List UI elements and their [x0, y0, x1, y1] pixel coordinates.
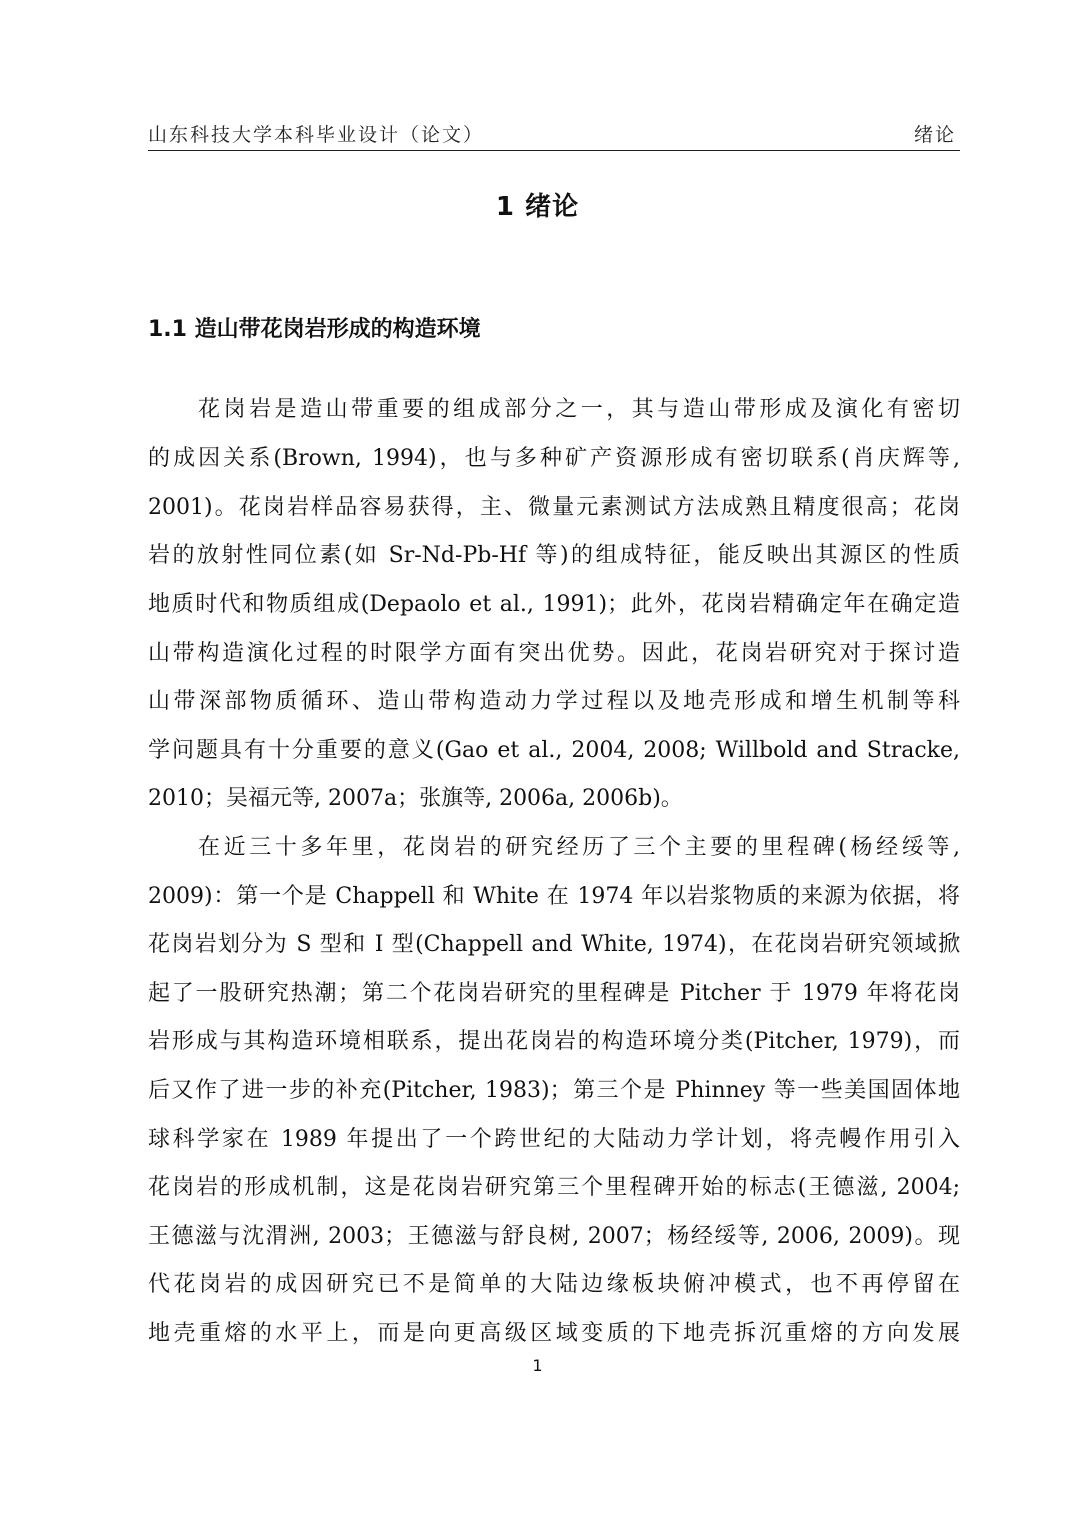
- running-header: [148, 118, 960, 151]
- chapter-title: 1 绪论: [495, 192, 580, 222]
- page-number: 1: [532, 1356, 543, 1375]
- paragraph-1-line: 2001)。花岗岩样品容易获得，主、微量元素测试方法成熟且精度很高；花岗: [148, 495, 960, 520]
- paragraph-1-line: 的成因关系(Brown, 1994)，也与多种矿产资源形成有密切联系(肖庆辉等,: [148, 446, 960, 471]
- paragraph-2-line: 后又作了进一步的补充(Pitcher, 1983)；第三个是 Phinney 等一些美国固体地: [148, 1078, 960, 1103]
- paragraph-2-line: 花岗岩的形成机制，这是花岗岩研究第三个里程碑开始的标志(王德滋, 2004;: [148, 1175, 960, 1200]
- paragraph-2-line: 在近三十多年里，花岗岩的研究经历了三个主要的里程碑(杨经绥等,: [198, 835, 960, 860]
- paragraph-2-line: 代花岗岩的成因研究已不是简单的大陆边缘板块俯冲模式，也不再停留在: [148, 1272, 960, 1297]
- paragraph-2-line: 起了一股研究热潮；第二个花岗岩研究的里程碑是 Pitcher 于 1979 年将花岗: [148, 981, 960, 1006]
- paragraph-2-line: 王德滋与沈渭洲, 2003；王德滋与舒良树, 2007；杨经绥等, 2006, 2009)。现: [148, 1224, 960, 1249]
- paragraph-2-line: 岩形成与其构造环境相联系，提出花岗岩的构造环境分类(Pitcher, 1979)，而: [148, 1029, 960, 1054]
- section-title: 1.1 造山带花岗岩形成的构造环境: [148, 317, 481, 342]
- paragraph-2-line: 地壳重熔的水平上，而是向更高级区域变质的下地壳拆沉重熔的方向发展: [148, 1321, 960, 1346]
- header-university-title: 山东科技大学本科毕业设计（论文）: [148, 124, 485, 146]
- paragraph-1-line: 学问题具有十分重要的意义(Gao et al., 2004, 2008; Willbold and Stracke,: [148, 738, 960, 763]
- paragraph-1-line: 山带构造演化过程的时限学方面有突出优势。因此，花岗岩研究对于探讨造: [148, 641, 960, 666]
- header-chapter-name: 绪论: [913, 124, 956, 146]
- paragraph-1-line: 花岗岩是造山带重要的组成部分之一，其与造山带形成及演化有密切: [198, 397, 960, 422]
- paragraph-1-line: 2010；吴福元等, 2007a；张旗等, 2006a, 2006b)。: [148, 786, 683, 811]
- paragraph-1-line: 岩的放射性同位素(如 Sr-Nd-Pb-Hf 等)的组成特征，能反映出其源区的性质: [148, 543, 960, 568]
- paragraph-1-line: 山带深部物质循环、造山带构造动力学过程以及地壳形成和增生机制等科: [148, 689, 960, 714]
- paragraph-1-line: 地质时代和物质组成(Depaolo et al., 1991)；此外，花岗岩精确定年在确定造: [148, 592, 960, 617]
- paragraph-2-line: 花岗岩划分为 S 型和 I 型(Chappell and White, 1974)，在花岗岩研究领域掀: [148, 932, 960, 957]
- paragraph-2-line: 球科学家在 1989 年提出了一个跨世纪的大陆动力学计划，将壳幔作用引入: [148, 1127, 960, 1152]
- paragraph-2-line: 2009)：第一个是 Chappell 和 White 在 1974 年以岩浆物质的来源为依据，将: [148, 884, 960, 909]
